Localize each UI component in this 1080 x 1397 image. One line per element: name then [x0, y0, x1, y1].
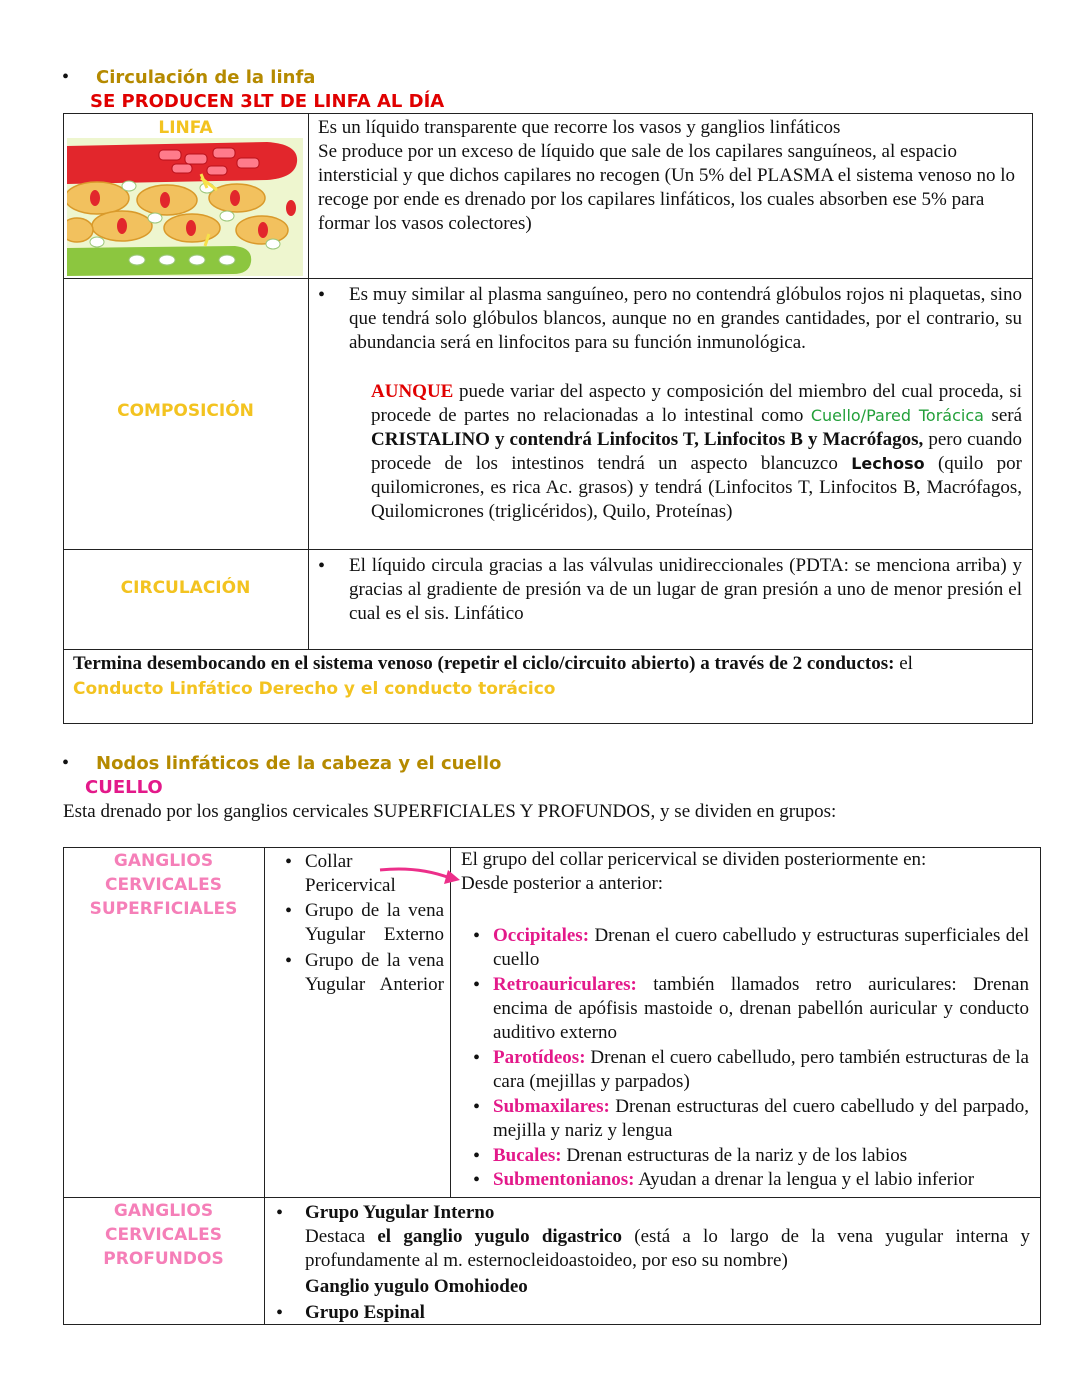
list-item: • Bucales: Drenan estructuras de la nariz y de los labios — [493, 1144, 1029, 1168]
circulacion-bullet: El líquido circula gracias a las válvulas unidireccionales (PDTA: se menciona arriba) y gracias al gradiente de presión va de un lugar de gran presión a uno de menor presión el cual es el sis. Linfático — [349, 555, 1022, 624]
grupo-espinal: Grupo Espinal — [305, 1302, 425, 1323]
conductos-highlight: Conducto Linfático Derecho y el conducto torácico — [73, 679, 556, 699]
list-item: • Submaxilares: Drenan estructuras del cuero cabelludo y del parpado, mejilla y nariz y lengua — [493, 1095, 1029, 1143]
row-label-composicion: COMPOSICIÓN — [117, 401, 254, 421]
label-ganglios-superficiales: GANGLIOS CERVICALES SUPERFICIALES — [89, 851, 238, 919]
row-label-circulacion: CIRCULACIÓN — [120, 578, 251, 598]
section-subheading-cuello: CUELLO — [85, 777, 163, 798]
green-term: Cuello/Pared Torácica — [810, 406, 984, 425]
group-item: • Grupo de la vena Yugular Externo — [305, 899, 444, 947]
bullet: • — [276, 1302, 284, 1324]
bullet: • — [62, 752, 70, 774]
bullet: • — [318, 284, 326, 306]
list-item: • Submentonianos: Ayudan a drenar la lengua y el labio inferior — [493, 1168, 1029, 1192]
row-label-linfa: LINFA — [158, 118, 213, 138]
aunque-term: AUNQUE — [371, 381, 454, 402]
cuello-intro: Esta drenado por los ganglios cervicales SUPERFICIALES Y PROFUNDOS, y se dividen en grupos: — [63, 801, 837, 822]
group-item: • Grupo de la vena Yugular Anterior — [305, 949, 444, 997]
bullet: • — [318, 555, 326, 577]
yugular-interno: Grupo Yugular Interno — [305, 1202, 495, 1223]
label-ganglios-profundos: GANGLIOS CERVICALES PROFUNDOS — [103, 1201, 224, 1269]
bullet: • — [62, 66, 70, 88]
omohiodeo: Ganglio yugulo Omohiodeo — [305, 1276, 528, 1297]
profundos-content: Grupo Yugular Interno Destaca el ganglio yugulo digastrico (está a lo largo de la vena yugular interna y profundamente al m. esternocleidoastoideo, por eso su nombre) Ganglio yugulo Omohiodeo — [305, 1202, 1030, 1297]
section-heading-nodos: Nodos linfáticos de la cabeza y el cuello — [96, 753, 502, 774]
list-item: • Parotídeos: Drenan el cuero cabelludo, pero también estructuras de la cara (mejillas y parpados) — [493, 1046, 1029, 1094]
cristalino-term: CRISTALINO y contendrá Linfocitos T, Linfocitos B y Macrófagos, — [371, 429, 924, 450]
list-item: • Retroauriculares: también llamados retro auriculares: Drenan encima de apófisis mastoide o, drenan pabellón auricular y conducto auditivo externo — [493, 973, 1029, 1045]
group-item: • Collar Pericervical — [305, 850, 444, 898]
bullet: • — [276, 1202, 284, 1224]
section-heading-circulacion: Circulación de la linfa — [96, 67, 316, 88]
composicion-bullet: Es muy similar al plasma sanguíneo, pero no contendrá glóbulos rojos ni plaquetas, sino que tendrá solo glóbulos blancos, aunque no en grandes cantidades, por el contrario, su abundancia será en linfocitos para su función inmunológica. — [349, 284, 1022, 353]
collar-desc: El grupo del collar pericervical se dividen posteriormente en: Desde posterior a anterior: — [461, 849, 927, 894]
linfa-description: Es un líquido transparente que recorre los vasos y ganglios linfáticos Se produce por un exceso de líquido que sale de los capilares sanguíneos, al espacio intersticial y que dichos capilares no recogen (Un 5% del PLASMA el sistema venoso no lo recoge por ende es drenado por los capilares linfáticos, los cuales absorben ese 5% para formar los vasos colectores) — [318, 117, 1016, 234]
list-item: • Occipitales: Drenan el cuero cabelludo y estructuras superficiales del cuello — [493, 924, 1029, 972]
section-subheading: SE PRODUCEN 3LT DE LINFA AL DÍA — [90, 91, 445, 112]
collar-subgroups — [461, 924, 1029, 1192]
composicion-detail: AUNQUE puede variar del aspecto y composición del miembro del cual proceda, si procede de partes no relacionadas a lo intestinal como Cuello/Pared Torácica será CRISTALINO y contendrá Linfocitos T, Linfocitos B y Macrófagos, pero cuando procede de los intestinos tendrá un aspecto blancuzco Lechoso (quilo por quilomicrones, es rica Ac. grasos) y tendrá (Linfocitos T, Linfocitos B, Macrófagos, Quilomicrones (triglicéridos), Quilo, Proteínas) — [371, 381, 1023, 522]
terminal-note: Termina desembocando en el sistema venoso (repetir el ciclo/circuito abierto) a través de 2 conductos: el — [73, 653, 913, 674]
lymph-illustration — [67, 138, 303, 276]
lechoso-term: Lechoso — [851, 454, 925, 473]
arrow-icon — [378, 864, 462, 888]
